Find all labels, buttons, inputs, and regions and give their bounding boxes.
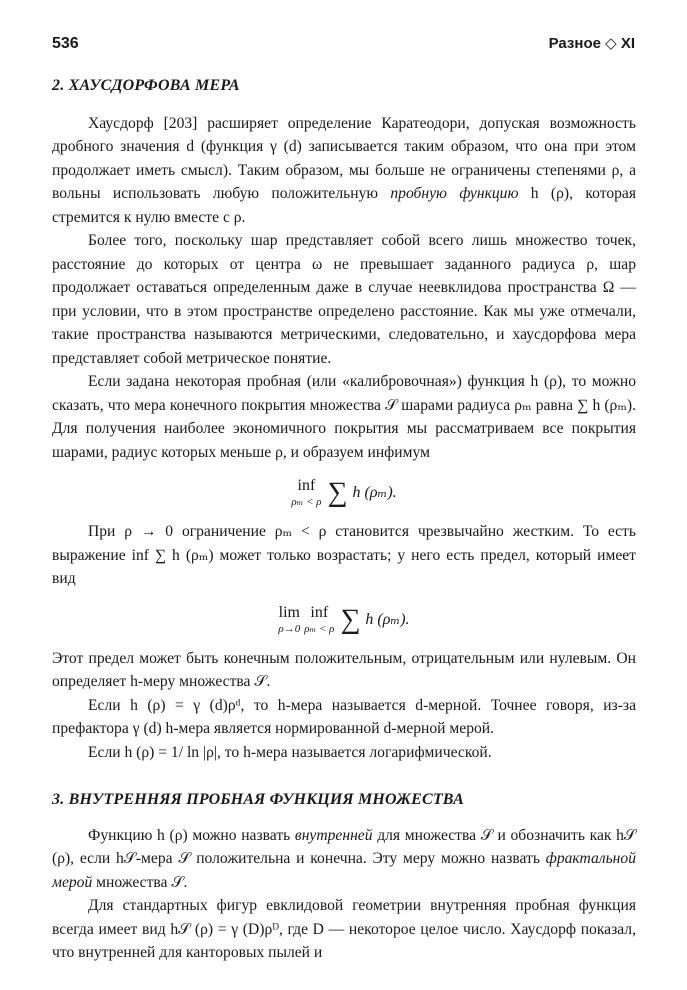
page-number: 536 <box>52 35 79 52</box>
section-3-paragraph-1: Функцию h (ρ) можно назвать внутренней для множества 𝒮 и обозначить как h𝒮 (ρ), если h𝒮-мера 𝒮 положительна и конечна. Эту меру можно назвать фрактальной мерой множества 𝒮. <box>52 826 636 891</box>
section-2-paragraph-5: Этот предел может быть конечным положительным, отрицательным или нулевым. Он определяет h-меру множества 𝒮. <box>52 649 636 690</box>
section-2-paragraph-4: При ρ → 0 ограничение ρₘ < ρ становится чрезвычайно жестким. То есть выражение inf ∑ h (ρₘ) может только возрастать; у него есть предел, который имеет вид <box>52 523 636 587</box>
formula-limit <box>52 605 636 635</box>
section-3-title: 3. ВНУТРЕННЯЯ ПРОБНАЯ ФУНКЦИЯ МНОЖЕСТВА <box>52 791 464 808</box>
section-2-paragraph-2: Более того, поскольку шар представляет собой всего лишь множество точек, расстояние до которых от центра ω не превышает заданного радиуса ρ, шар продолжает оставаться определенным даже в случае неевклидова пространства Ω — при условии, что в этом пространстве определено расстояние. Как мы уже отмечали, такие пространства называются метрическими, следовательно, и хаусдорфова мера представляет собой метрическое понятие. <box>52 232 636 367</box>
formula-lim-operator: lim <box>278 603 300 621</box>
sum-symbol: ∑ <box>327 477 348 508</box>
term-fractal-measure: фрактальной мерой <box>52 850 636 891</box>
section-2-title: 2. ХАУСДОРФОВА МЕРА <box>52 77 240 94</box>
formula-inf-operator: inf <box>310 603 329 621</box>
formula-infimum <box>52 478 636 508</box>
section-2-paragraph-3: Если задана некоторая пробная (или «калибровочная») функция h (ρ), то можно сказать, что мера конечного покрытия множества 𝒮 шарами радиуса ρₘ равна ∑ h (ρₘ). Для получения наиболее экономичного покрытия мы рассматриваем все покрытия шарами, радиус которых меньше ρ, и образуем инфимум <box>52 373 636 461</box>
formula-inf-subscript: ρₘ < ρ <box>291 496 322 508</box>
running-header <box>52 34 635 53</box>
formula-expression: h (ρₘ). <box>352 484 397 502</box>
running-title: Разное ◇ XI <box>548 35 635 52</box>
sum-symbol: ∑ <box>340 603 361 635</box>
term-probe-function: пробную функцию <box>390 185 519 202</box>
formula-inf-operator: inf <box>297 477 316 494</box>
formula-lim-subscript: ρ→0 <box>278 622 301 635</box>
section-2-paragraph-7: Если h (ρ) = 1/ ln |ρ|, то h-мера называется логарифмической. <box>88 743 492 761</box>
section-3-paragraph-2: Для стандартных фигур евклидовой геометрии внутренняя пробная функция всегда имеет вид h𝒮 (ρ) = γ (D)ρᴰ, где D — некоторое целое число. Хаусдорф показал, что внутренней для канторовых пылей и <box>52 897 636 961</box>
section-2-paragraph-1: Хаусдорф [203] расширяет определение Каратеодори, допуская возможность дробного значения d (функция γ (d) записывается таким образом, что она при этом продолжает иметь смысл). Таким образом, мы больше не ограничены степенями ρ, а вольны использовать любую положительную пробную функцию h (ρ), которая стремится к нулю вместе с ρ. <box>52 114 637 226</box>
text-body <box>52 74 636 965</box>
formula-inf-subscript: ρₘ < ρ <box>304 622 335 635</box>
term-internal: внутренней <box>294 826 373 844</box>
section-2-paragraph-6: Если h (ρ) = γ (d)ρᵈ, то h-мера называется d-мерной. Точнее говоря, из-за префактора γ (d) h-мера является нормированной d-мерной мерой. <box>52 696 636 737</box>
formula-expression: h (ρₘ). <box>365 610 410 628</box>
